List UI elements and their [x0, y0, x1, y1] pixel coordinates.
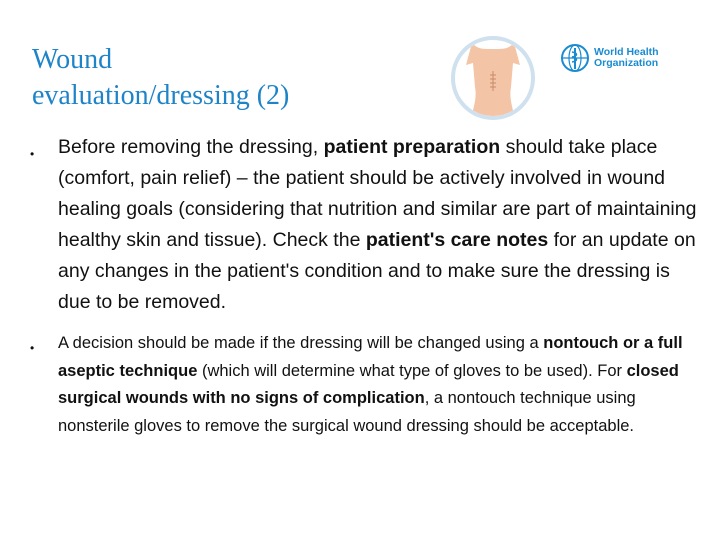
bullet-segment: , a nontouch technique using nonsterile gloves to remove the surgical wound dressing should be acceptable. [58, 389, 636, 435]
slide-title [32, 42, 289, 114]
who-logo-line-2: Organization [594, 57, 659, 69]
title-line-2: evaluation/dressing (2) [32, 80, 290, 111]
bullet-text [58, 136, 696, 313]
bullet-segment: (which will determine what type of gloves to be used). For [197, 361, 627, 380]
bullet-segment-bold: patient's care notes [365, 229, 549, 251]
bullet-segment: for an update on any changes in the patient's condition and to make sure the dressing is due to be removed. [58, 229, 696, 313]
bullet-item [28, 330, 698, 440]
bullet-marker: • [30, 341, 35, 355]
bullet-text [58, 334, 683, 435]
who-emblem-icon [560, 43, 590, 73]
bullet-list [28, 132, 698, 440]
abdomen-surgical-wound-icon [450, 35, 536, 121]
bullet-segment-bold: patient preparation [323, 136, 501, 158]
bullet-marker: • [30, 147, 35, 161]
bullet-segment-bold: nontouch or a full aseptic technique [58, 334, 683, 380]
bullet-segment: Before removing the dressing, [58, 136, 324, 158]
bullet-segment: should take place (comfort, pain relief) – the patient should be actively involved in wound healing goals (considering that nutrition and similar are part of maintaining healthy skin and tissue). Check the [58, 136, 697, 251]
who-logo [560, 42, 690, 74]
title-line-1: Wound [32, 44, 113, 75]
bullet-segment-bold: closed surgical wounds with no signs of complication [58, 361, 679, 407]
bullet-item [28, 132, 698, 318]
who-logo-text [594, 47, 659, 69]
bullet-segment: A decision should be made if the dressing will be changed using a [58, 334, 544, 352]
who-logo-line-1: World Health [594, 46, 659, 58]
